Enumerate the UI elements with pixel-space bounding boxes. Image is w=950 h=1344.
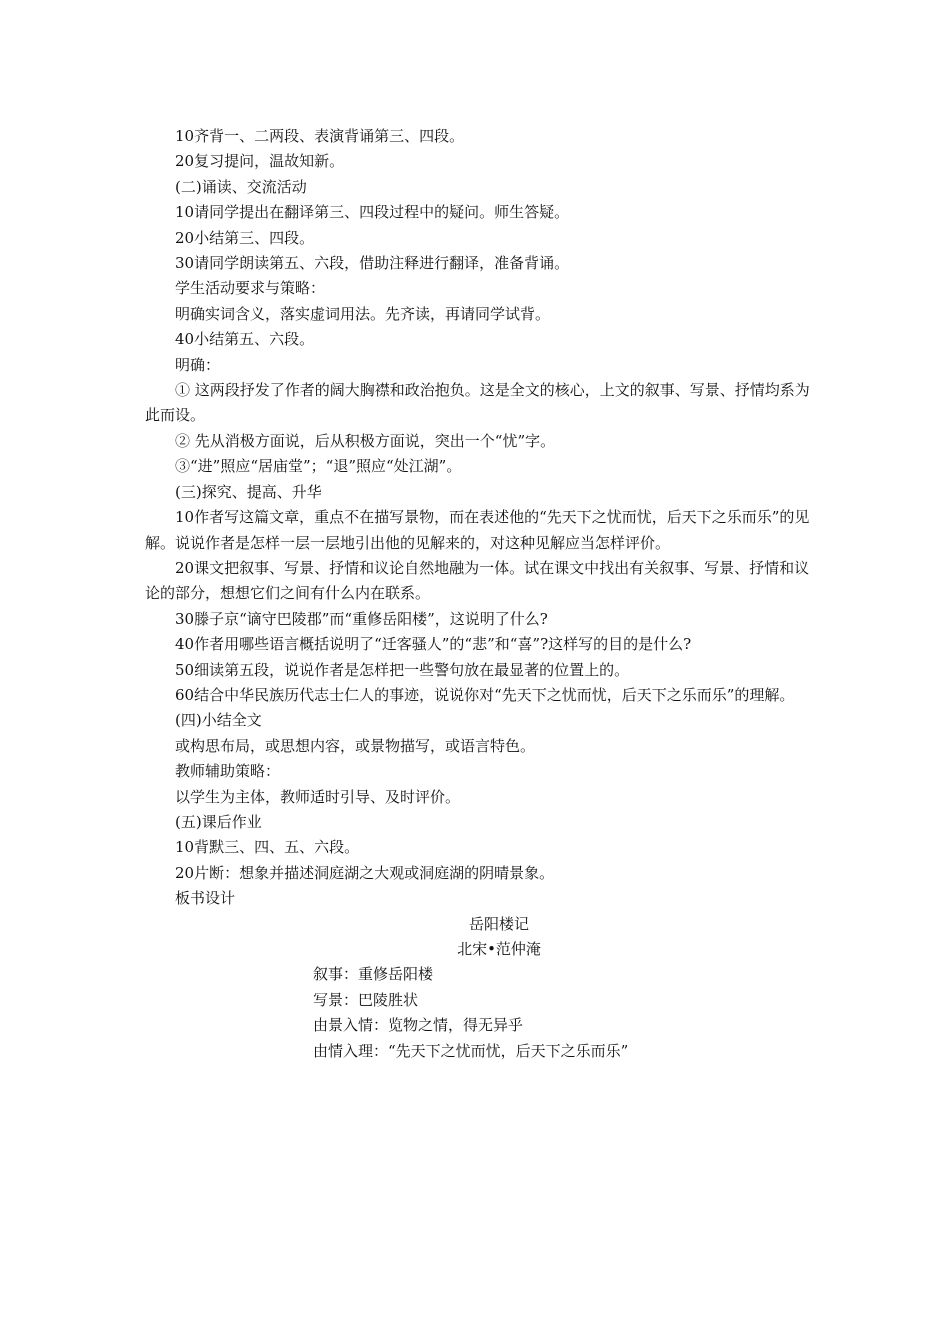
board-item: 由景入情：览物之情，得无异乎 <box>313 1016 524 1035</box>
paragraph: 明确： <box>175 355 221 374</box>
board-item: 由情入理：“先天下之忧而忧，后天下之乐而乐” <box>313 1041 629 1060</box>
section-heading: (二)诵读、交流活动 <box>175 177 307 196</box>
section-heading: (四)小结全文 <box>175 711 262 730</box>
board-author: 北宋•范仲淹 <box>457 940 541 958</box>
paragraph: 以学生为主体，教师适时引导、及时评价。 <box>175 787 461 806</box>
section-heading: (三)探究、提高、升华 <box>175 482 322 501</box>
paragraph: 60结合中华民族历代志士仁人的事迹，说说你对“先天下之忧而忧，后天下之乐而乐”的理解。 <box>175 685 795 704</box>
paragraph: 40小结第五、六段。 <box>175 330 315 349</box>
paragraph: ② 先从消极方面说，后从积极方面说，突出一个“忧”字。 <box>175 431 556 450</box>
paragraph: ③“进”照应“居庙堂”；“退”照应“处江湖”。 <box>175 457 462 476</box>
paragraph: 板书设计 <box>175 889 236 908</box>
paragraph: 明确实词含义，落实虚词用法。先齐读，再请同学试背。 <box>175 304 551 323</box>
paragraph: 20小结第三、四段。 <box>175 228 315 247</box>
paragraph: 40作者用哪些语言概括说明了“迁客骚人”的“悲”和“喜”?这样写的目的是什么? <box>175 635 692 654</box>
paragraph: 10齐背一、二两段、表演背诵第三、四段。 <box>175 127 465 145</box>
paragraph: 30滕子京“谪守巴陵郡”而“重修岳阳楼”，这说明了什么? <box>175 609 548 628</box>
board-item: 写景：巴陵胜状 <box>313 990 419 1009</box>
paragraph: 20课文把叙事、写景、抒情和议论自然地融为一体。试在课文中找出有关叙事、写景、抒情和议论的部分，想想它们之间有什么内在联系。 <box>145 558 810 603</box>
paragraph: 10作者写这篇文章，重点不在描写景物，而在表述他的“先天下之忧而忧，后天下之乐而乐”的见解。说说作者是怎样一层一层地引出他的见解来的，对这种见解应当怎样评价。 <box>145 508 810 552</box>
section-heading: (五)课后作业 <box>175 812 262 831</box>
board-item: 叙事：重修岳阳楼 <box>313 965 434 984</box>
paragraph: 50细读第五段，说说作者是怎样把一些警句放在最显著的位置上的。 <box>175 660 630 679</box>
paragraph: ① 这两段抒发了作者的阔大胸襟和政治抱负。这是全文的核心，上文的叙事、写景、抒情均系为此而设。 <box>145 381 810 425</box>
blackboard-design <box>145 912 813 1064</box>
paragraph: 20片断：想象并描述洞庭湖之大观或洞庭湖的阴晴景象。 <box>175 863 555 882</box>
paragraph: 20复习提问，温故知新。 <box>175 152 345 171</box>
document-body <box>145 124 813 1064</box>
paragraph: 30请同学朗读第五、六段，借助注释进行翻译，准备背诵。 <box>175 254 570 273</box>
board-title: 岳阳楼记 <box>468 914 529 933</box>
paragraph: 或构思布局，或思想内容，或景物描写，或语言特色。 <box>175 736 536 755</box>
paragraph: 10请同学提出在翻译第三、四段过程中的疑问。师生答疑。 <box>175 203 570 222</box>
paragraph: 学生活动要求与策略： <box>175 279 326 298</box>
paragraph: 10背默三、四、五、六段。 <box>175 838 360 857</box>
paragraph: 教师辅助策略： <box>175 762 281 781</box>
